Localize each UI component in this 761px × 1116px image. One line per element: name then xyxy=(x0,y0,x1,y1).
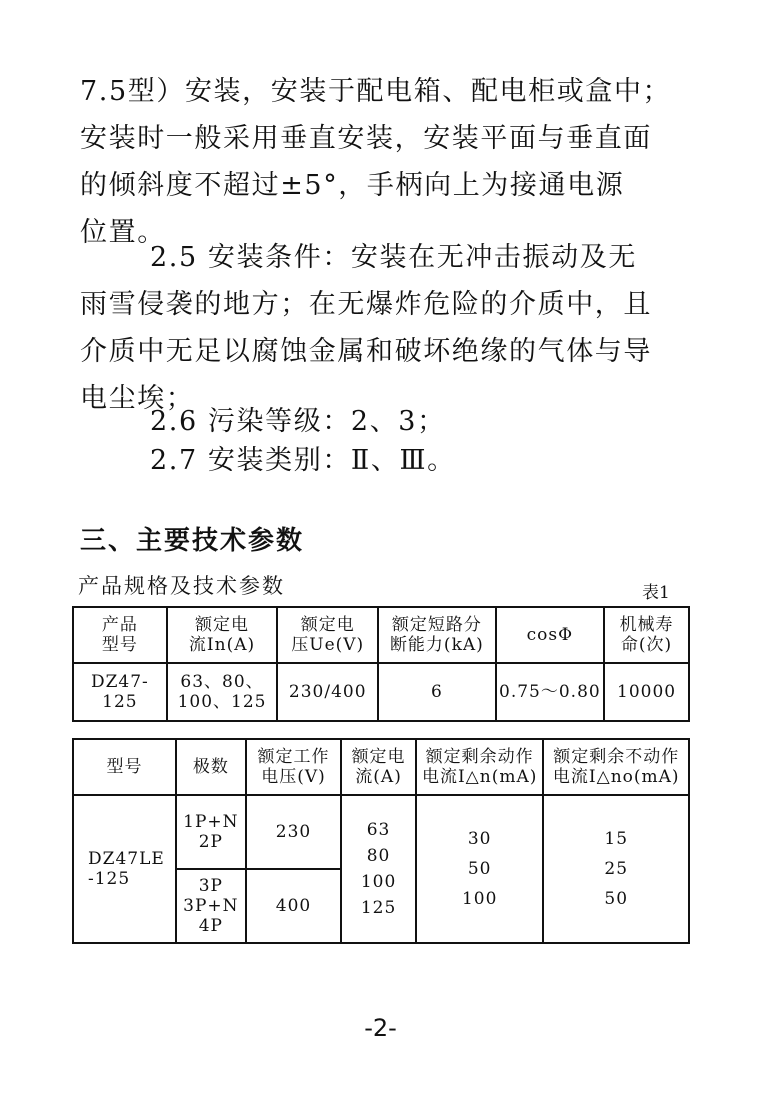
header-cell: 机械寿 命(次) xyxy=(604,607,689,663)
page-number: -2- xyxy=(364,1014,397,1042)
text-line: 雨雪侵袭的地方；在无爆炸危险的介质中，且 xyxy=(80,289,652,320)
header-cell: 额定电 压Ue(V) xyxy=(277,607,378,663)
header-cell: 额定剩余不动作 电流I△no(mA) xyxy=(543,739,689,795)
paragraph-pollution-degree: 2.6 污染等级：2、3； xyxy=(150,406,446,437)
table-label: 表1 xyxy=(642,583,670,603)
text-line: 位置。 xyxy=(80,217,166,248)
section-title: 三、主要技术参数 xyxy=(80,526,305,556)
header-cell: 型号 xyxy=(73,739,176,795)
header-cell: 额定短路分 断能力(kA) xyxy=(378,607,495,663)
poles-cell: 1P+N 2P xyxy=(176,795,246,869)
residual-operating-cell: 30 50 100 xyxy=(416,795,544,943)
spec-table-2 xyxy=(72,738,690,944)
header-cell: 额定电 流In(A) xyxy=(167,607,278,663)
table-row xyxy=(73,663,689,721)
table-header-row xyxy=(73,607,689,663)
header-cell: 产品 型号 xyxy=(73,607,167,663)
text-line: 电尘埃； xyxy=(80,383,195,414)
spec-table-1 xyxy=(72,606,690,722)
header-cell: cosΦ xyxy=(496,607,605,663)
header-cell: 极数 xyxy=(176,739,246,795)
table-cell: 63、80、 100、125 xyxy=(167,663,278,721)
text-line: 的倾斜度不超过±5°，手柄向上为接通电源 xyxy=(80,170,625,201)
voltage-cell: 400 xyxy=(246,869,341,943)
text-line: 2.5 安装条件：安装在无冲击振动及无 xyxy=(150,242,637,273)
table-cell: 0.75～0.80 xyxy=(496,663,605,721)
current-cell: 63 80 100 125 xyxy=(341,795,416,943)
table-cell: 230/400 xyxy=(277,663,378,721)
text-line: 7.5型）安装，安装于配电箱、配电柜或盒中； xyxy=(80,76,672,107)
table-header-row xyxy=(73,739,689,795)
voltage-cell: 230 xyxy=(246,795,341,869)
residual-non-operating-cell: 15 25 50 xyxy=(543,795,689,943)
paragraph-installation-method xyxy=(80,68,700,256)
paragraph-installation-category: 2.7 安装类别：Ⅱ、Ⅲ。 xyxy=(150,445,456,476)
table-cell: 6 xyxy=(378,663,495,721)
header-cell: 额定电 流(A) xyxy=(341,739,416,795)
table-caption: 产品规格及技术参数 xyxy=(78,574,285,598)
header-cell: 额定剩余动作 电流I△n(mA) xyxy=(416,739,544,795)
text-line: 安装时一般采用垂直安装，安装平面与垂直面 xyxy=(80,123,652,154)
table-row xyxy=(73,795,689,869)
table-cell: 10000 xyxy=(604,663,689,721)
poles-cell: 3P 3P+N 4P xyxy=(176,869,246,943)
table-cell: DZ47- 125 xyxy=(73,663,167,721)
header-cell: 额定工作 电压(V) xyxy=(246,739,341,795)
model-cell: DZ47LE -125 xyxy=(73,795,176,943)
paragraph-installation-conditions xyxy=(80,234,700,422)
text-line: 介质中无足以腐蚀金属和破坏绝缘的气体与导 xyxy=(80,336,652,367)
